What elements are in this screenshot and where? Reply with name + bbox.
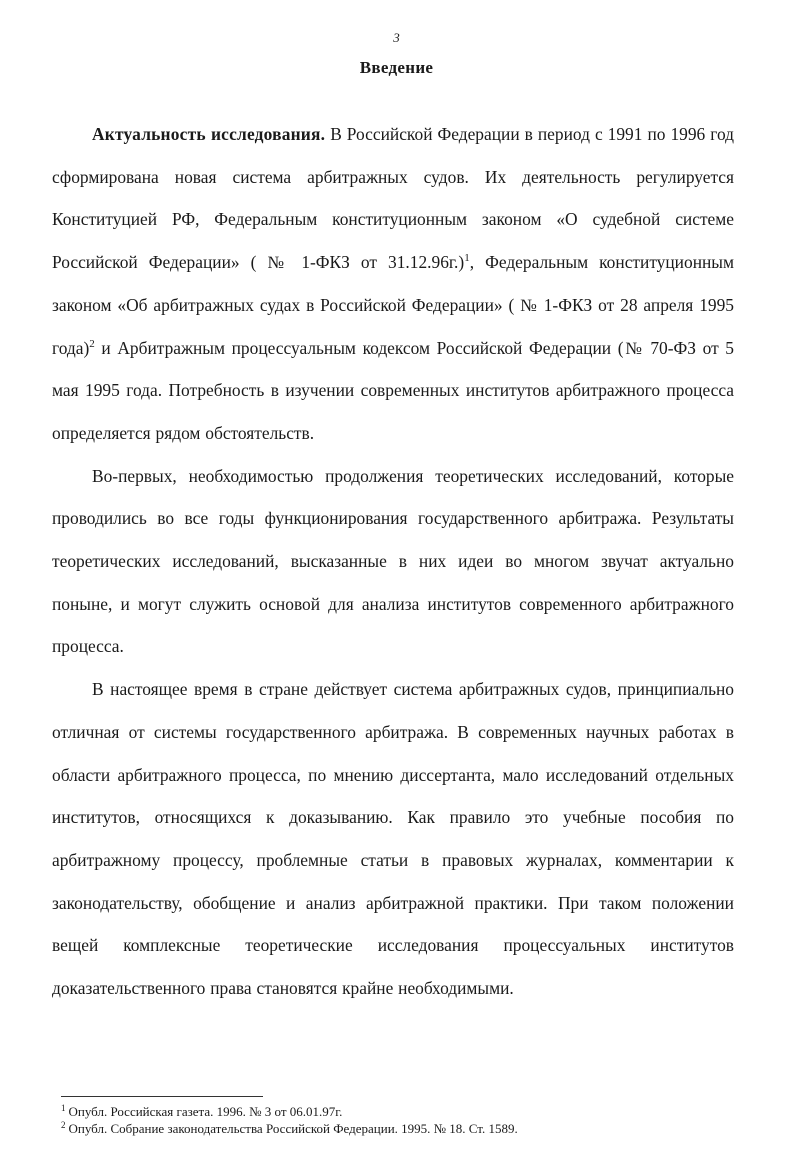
paragraph-lead: Актуальность исследования.: [92, 124, 326, 144]
paragraph-1: [52, 113, 734, 455]
paragraph-text: и Арбитражным процессуальным кодексом Российской Федерации (№ 70-ФЗ от 5 мая 1995 года. Потребность в изучении современных институтов арбитражного процесса определяется рядом обстоятельств.: [52, 337, 734, 443]
footnote-text: Опубл. Собрание законодательства Российской Федерации. 1995. № 18. Ст. 1589.: [68, 1121, 518, 1136]
footnote-1: [61, 1103, 741, 1120]
footnote-divider: [61, 1096, 263, 1097]
paragraph-2: Во-первых, необходимостью продолжения теоретических исследований, которые проводились во все годы функционирования государственного арбитража. Результаты теоретических исследований, высказанные в них идеи во многом звучат актуально поныне, и могут служить основой для анализа институтов современного арбитражного процесса.: [52, 465, 734, 657]
footnote-text: Опубл. Российская газета. 1996. № 3 от 06.01.97г.: [68, 1104, 343, 1119]
footnote-number: 1: [61, 1102, 66, 1113]
paragraph-3: В настоящее время в стране действует система арбитражных судов, принципиально отличная от системы государственного арбитража. В современных научных работах в области арбитражного процесса, по мнению диссертанта, мало исследований отдельных институтов, относящихся к доказыванию. Как правило это учебные пособия по арбитражному процессу, проблемные статьи в правовых журналах, комментарии к законодательству, обобщение и анализ арбитражной практики. При таком положении вещей комплексные теоретические исследования процессуальных институтов доказательственного права становятся крайне необходимыми.: [52, 679, 734, 999]
footnotes: [61, 1103, 741, 1137]
footnote-number: 2: [61, 1119, 66, 1130]
footnote-ref-1[interactable]: 1: [464, 252, 470, 265]
body-text: [52, 113, 734, 1010]
paragraph-text: , Федеральным конституционным законом «Об арбитражных судах в Российской Федерации» ( № 1-ФКЗ от 28 апреля 1995 года): [52, 252, 734, 358]
footnote-ref-2[interactable]: 2: [89, 337, 95, 350]
section-heading: Введение: [359, 58, 434, 77]
page-number: 3: [393, 30, 400, 45]
footnote-2: [61, 1120, 741, 1137]
paragraph-text: В Российской Федерации в период с 1991 по 1996 год сформирована новая система арбитражных судов. Их деятельность регулируется Конституцией РФ, Федеральным конституционным законом «О судебной системе Российской Федерации» ( № 1-ФКЗ от 31.12.96г.): [52, 124, 734, 273]
